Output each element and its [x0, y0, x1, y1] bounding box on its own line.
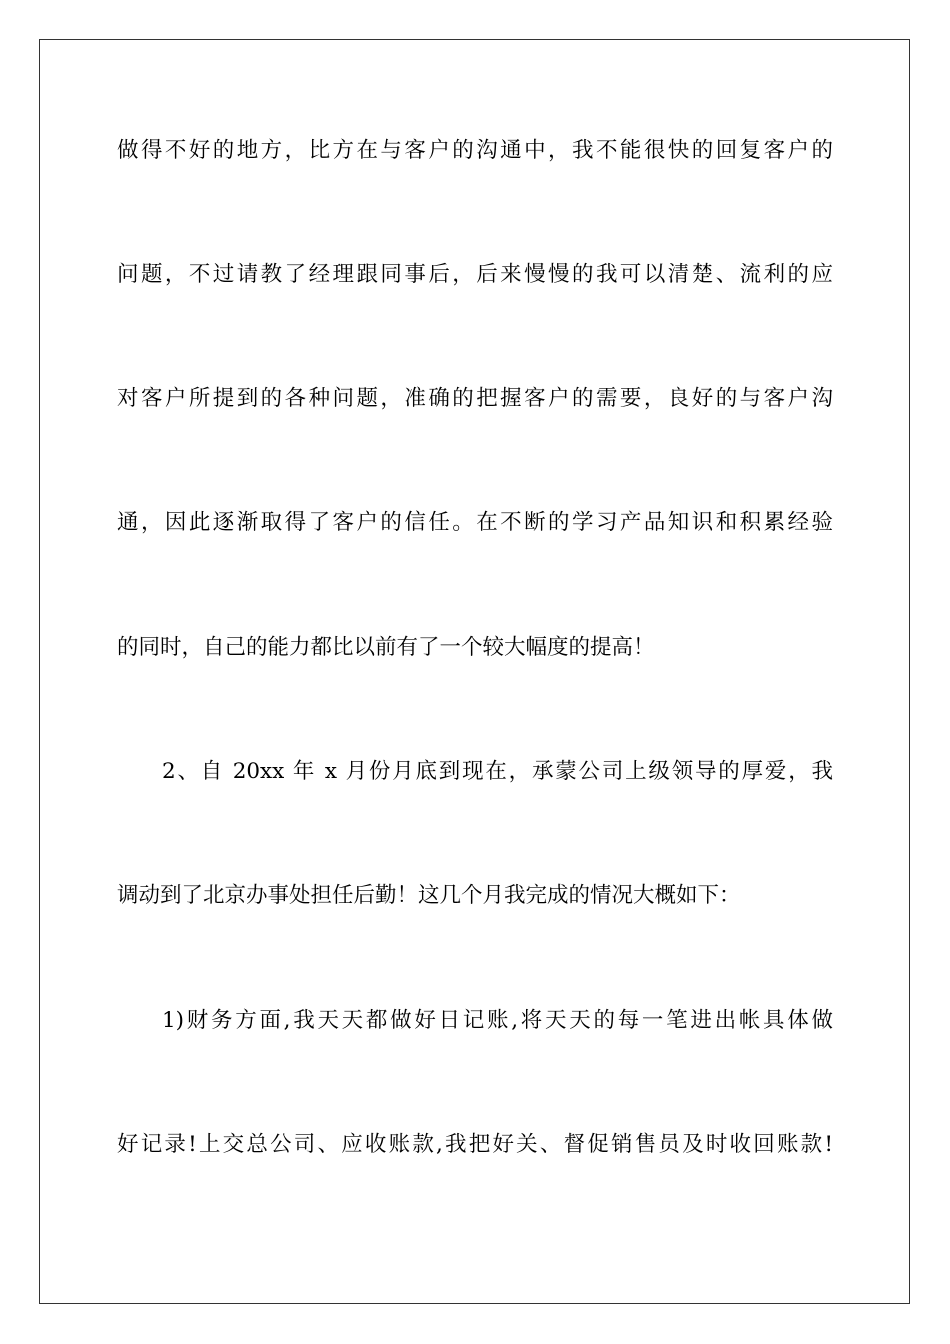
paragraph-line-4: 通，因此逐渐取得了客户的信任。在不断的学习产品知识和积累经验: [117, 510, 833, 535]
paragraph-line-7: 调动到了北京办事处担任后勤！这几个月我完成的情况大概如下：: [117, 883, 741, 908]
paragraph-line-5: 的同时，自己的能力都比以前有了一个较大幅度的提高！: [117, 635, 655, 660]
paragraph-line-2: 问题，不过请教了经理跟同事后，后来慢慢的我可以清楚、流利的应: [117, 262, 833, 287]
paragraph-line-8: 1)财务方面,我天天都做好日记账,将天天的每一笔进出帐具体做: [162, 1008, 833, 1033]
page-border: [39, 39, 910, 1304]
paragraph-line-9: 好记录!上交总公司、应收账款,我把好关、督促销售员及时收回账款!: [117, 1132, 833, 1157]
paragraph-line-1: 做得不好的地方，比方在与客户的沟通中，我不能很快的回复客户的: [117, 138, 833, 163]
paragraph-line-6: 2、自 20xx 年 x 月份月底到现在，承蒙公司上级领导的厚爱，我: [162, 759, 833, 784]
paragraph-line-3: 对客户所提到的各种问题，准确的把握客户的需要，良好的与客户沟: [117, 386, 833, 411]
